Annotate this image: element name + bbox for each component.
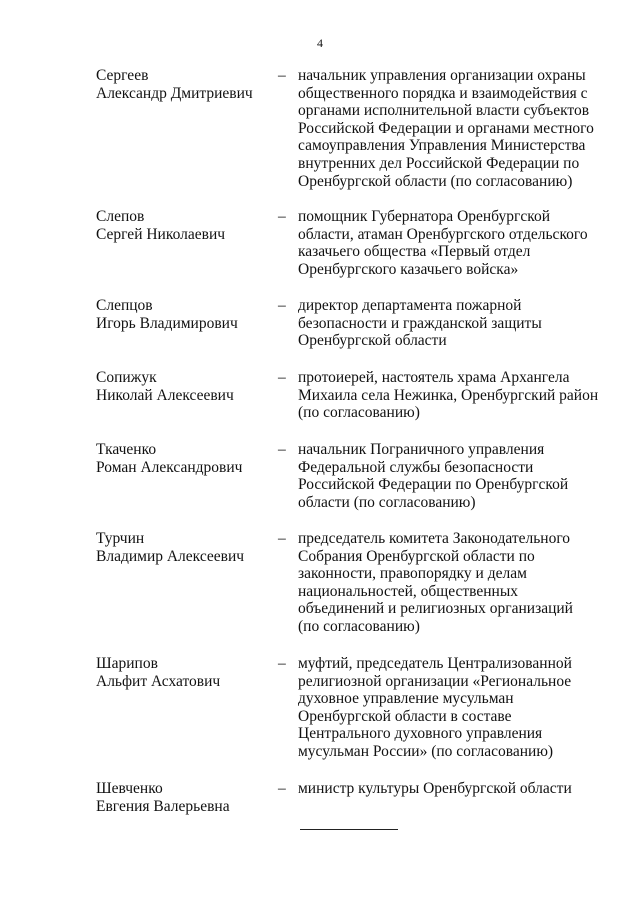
position-line: председатель комитета Законодательного — [298, 530, 571, 547]
member-position — [298, 441, 598, 511]
dash-separator: – — [278, 780, 286, 797]
member-position — [298, 369, 598, 422]
position-line: помощник Губернатора Оренбургской — [298, 208, 551, 225]
member-position — [298, 530, 598, 636]
dash-separator: – — [278, 655, 286, 672]
dash-separator: – — [278, 297, 286, 314]
member-given-names: Альфит Асхатович — [96, 672, 221, 690]
position-line: мусульман России» (по согласованию) — [298, 742, 554, 760]
position-line: общественного порядка и взаимодействия с — [298, 84, 588, 102]
member-surname: Сергеев — [96, 67, 149, 84]
position-line: органами исполнительной власти субъектов — [298, 102, 590, 120]
dash-separator: – — [278, 530, 286, 547]
position-line: Федеральной службы безопасности — [298, 458, 534, 476]
member-position — [298, 655, 598, 761]
position-line: министр культуры Оренбургской области — [298, 780, 572, 797]
position-line: Российской Федерации и органами местного — [298, 119, 594, 137]
member-name — [96, 441, 266, 476]
member-given-names: Роман Александрович — [96, 458, 243, 476]
member-name — [96, 530, 266, 565]
member-position — [298, 208, 598, 278]
position-line: области (по согласованию) — [298, 493, 476, 511]
page-number: 4 — [317, 36, 323, 50]
member-position — [298, 67, 598, 190]
member-name — [96, 369, 266, 404]
position-line: объединений и религиозных организаций — [298, 600, 573, 618]
dash-separator: – — [278, 208, 286, 225]
member-position — [298, 780, 598, 798]
position-line: внутренних дел Российской Федерации по — [298, 154, 580, 172]
position-line: самоуправления Управления Министерства — [298, 137, 586, 155]
position-line: Оренбургской области — [298, 332, 447, 350]
member-name — [96, 655, 266, 690]
position-line: Оренбургской области в составе — [298, 707, 512, 725]
member-given-names: Игорь Владимирович — [96, 314, 238, 332]
position-line: Собрания Оренбургской области по — [298, 547, 535, 565]
position-line: духовное управление мусульман — [298, 690, 514, 708]
position-line: директор департамента пожарной — [298, 297, 522, 314]
dash-separator: – — [278, 67, 286, 84]
member-name — [96, 67, 266, 102]
end-of-list-rule — [300, 829, 398, 830]
member-surname: Слепов — [96, 208, 145, 225]
dash-separator: – — [278, 369, 286, 386]
position-line: религиозной организации «Региональное — [298, 672, 572, 690]
member-name — [96, 297, 266, 332]
position-line: Оренбургской области (по согласованию) — [298, 172, 573, 190]
member-surname: Шарипов — [96, 655, 158, 672]
position-line: начальник управления организации охраны — [298, 67, 586, 84]
member-given-names: Александр Дмитриевич — [96, 84, 253, 102]
position-line: безопасности и гражданской защиты — [298, 314, 542, 332]
member-surname: Шевченко — [96, 780, 163, 797]
position-line: законности, правопорядку и делам — [298, 565, 527, 583]
position-line: муфтий, председатель Централизованной — [298, 655, 572, 672]
member-surname: Турчин — [96, 530, 145, 547]
position-line: (по согласованию) — [298, 617, 420, 635]
member-name — [96, 208, 266, 243]
position-line: области, атаман Оренбургского отдельского — [298, 225, 588, 243]
position-line: Михаила села Нежинка, Оренбургский район — [298, 386, 599, 404]
position-line: (по согласованию) — [298, 404, 420, 422]
member-surname: Слепцов — [96, 297, 153, 314]
member-surname: Сопижук — [96, 369, 157, 386]
member-position — [298, 297, 598, 350]
dash-separator: – — [278, 441, 286, 458]
member-given-names: Евгения Валерьевна — [96, 797, 230, 815]
member-given-names: Владимир Алексеевич — [96, 547, 245, 565]
position-line: национальностей, общественных — [298, 582, 518, 600]
member-name — [96, 780, 266, 815]
position-line: Оренбургского казачьего войска» — [298, 260, 519, 278]
position-line: Российской Федерации по Оренбургской — [298, 476, 569, 494]
position-line: начальник Пограничного управления — [298, 441, 545, 458]
position-line: протоиерей, настоятель храма Архангела — [298, 369, 570, 386]
member-given-names: Сергей Николаевич — [96, 225, 226, 243]
member-given-names: Николай Алексеевич — [96, 386, 234, 404]
position-line: Центрального духовного управления — [298, 725, 543, 743]
member-surname: Ткаченко — [96, 441, 157, 458]
position-line: казачьего общества «Первый отдел — [298, 243, 531, 261]
